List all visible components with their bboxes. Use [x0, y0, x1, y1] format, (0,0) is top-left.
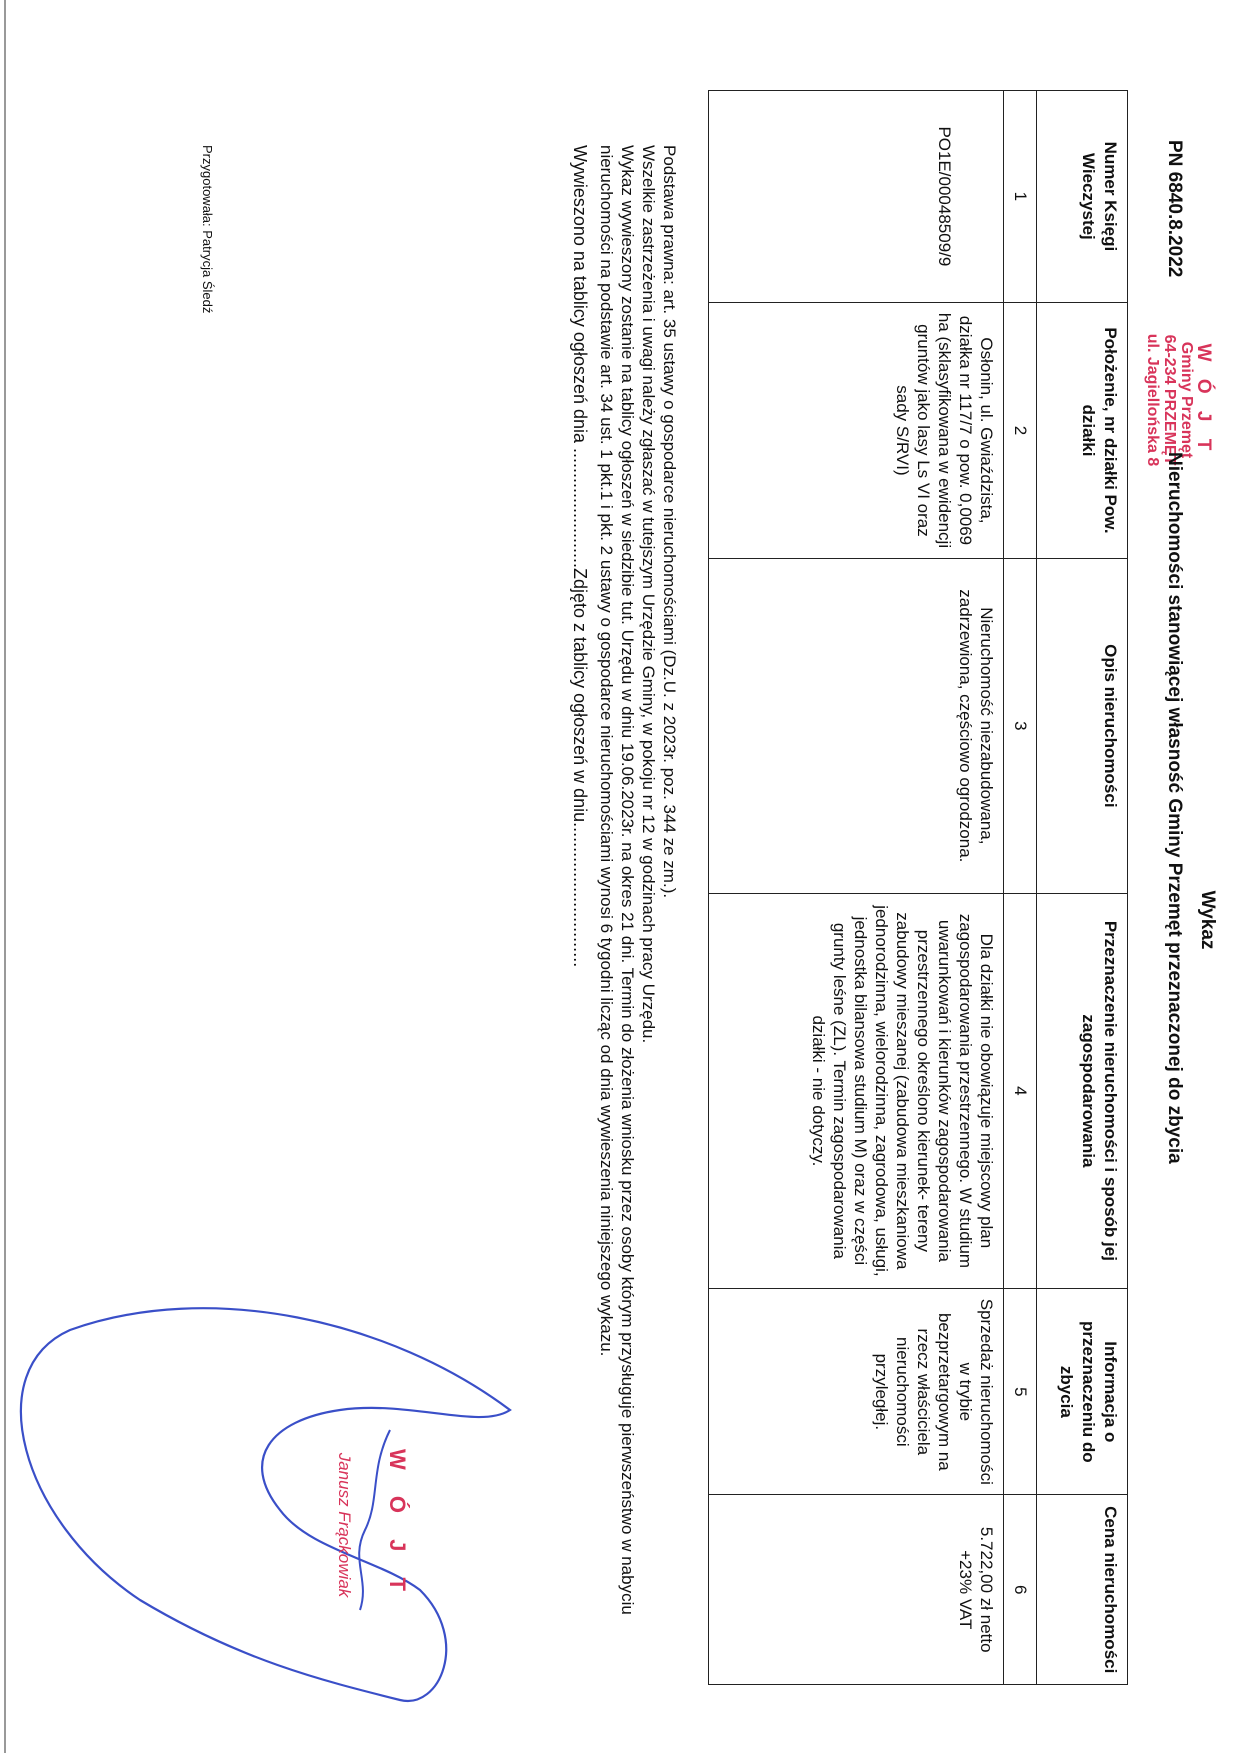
legal-notes	[596, 145, 680, 1705]
scan-edge	[4, 0, 6, 1753]
column-number: 2	[1004, 302, 1037, 558]
column-number: 1	[1004, 91, 1037, 303]
stamp-title: W Ó J T	[385, 1449, 410, 1601]
stamp-line: ul. Jagiellońska 8	[1144, 333, 1161, 467]
land-register-number: PO1E/00048509/9	[709, 91, 1004, 303]
plot-location: Osłonin, ul. Gwiaździsta, działka nr 117/7 o pow. 0,0069 ha (sklasyfikowana w ewidencji gruntów jako lasy Ls VI oraz sady S/RVI)	[709, 302, 1004, 558]
column-header: Cena nieruchomości	[1037, 1495, 1128, 1685]
column-number: 5	[1004, 1289, 1037, 1495]
stamp-line: 64-234 PRZEMĘT	[1161, 334, 1178, 466]
column-header: Informacja o przeznaczeniu do zbycia	[1037, 1289, 1128, 1495]
stamp-title: W Ó J T	[1193, 343, 1214, 457]
property-table	[708, 90, 1128, 1685]
column-number: 3	[1004, 559, 1037, 893]
column-header: Położenie, nr działki Pow. działki	[1037, 302, 1128, 558]
column-header: Przeznaczenie nieruchomości i sposób jej zagospodarowania	[1037, 893, 1128, 1289]
property-description: Nieruchomość niezabudowana, zadrzewiona, częściowo ogrodzona.	[709, 559, 1004, 893]
legal-basis: Podstawa prawna: art. 35 ustawy o gospodarce nieruchomościami (Dz.U. z 2023r. poz. 344 ze zm.).	[660, 145, 679, 899]
table-header-row	[1037, 91, 1128, 1685]
document-header	[1120, 0, 1240, 1753]
document-title: Nieruchomości stanowiącej własność Gminy Przemęt przeznaczonej do zbycia	[1164, 452, 1185, 1164]
table-row	[709, 91, 1004, 1685]
case-number: PN 6840.8.2022	[1164, 140, 1185, 278]
stamp-name: Janusz Frąckowiak	[335, 1452, 354, 1598]
column-header: Numer Księgi Wieczystej	[1037, 91, 1128, 303]
column-header: Opis nieruchomości	[1037, 559, 1128, 893]
column-number: 6	[1004, 1495, 1037, 1685]
document-heading: Wykaz	[1197, 890, 1218, 950]
wojt-signature-stamp	[250, 1425, 410, 1625]
column-number-row	[1004, 91, 1037, 1685]
property-price: 5.722,00 zł netto +23% VAT	[709, 1495, 1004, 1685]
prepared-by: Przygotowała: Patrycja Śledź	[200, 145, 215, 314]
posting-notice: Wykaz wywieszony zostanie na tablicy ogłoszeń w siedzibie tut. Urzędu w dniu 19.06.2023r. na okres 21 dni. Termin do złożenia wniosku przez osoby którym przysługuje pierwszeństwo w nabyciu nieruchomości na podstawie art. 34 ust. 1 pkt.1 i pkt. 2 ustawy o gospodarce nieruchomościami wynosi 6 tygodni licząc od dnia wywieszenia niniejszego wykazu.	[597, 145, 637, 1615]
column-number: 4	[1004, 893, 1037, 1289]
posting-dates: Wywieszono na tablicy ogłoszeń dnia ........................Zdjęto z tablicy ogłoszeń w dniu.............................	[570, 145, 590, 968]
sale-information: Sprzedaż nieruchomości w trybie bezprzetargowym na rzecz właściciela nieruchomości przyległej.	[709, 1289, 1004, 1495]
stamp-line: Gminy Przemęt	[1178, 341, 1195, 459]
property-purpose: Dla działki nie obowiązuje miejscowy plan zagospodarowania przestrzennego. W studium uwarunkowań i kierunków zagospodarowania przestrzennego określono kierunek- tereny zabudowy mieszanej (zabudowa mieszkaniowa jednorodzinna, wielorodzinna, zagrodowa, usługi, jednostka bilansowa studium M) oraz w części grunty leśne (ZL). Termin zagospodarowania działki - nie dotyczy.	[709, 893, 1004, 1289]
objections-note: Wszelkie zastrzeżenia i uwagi należy zgłaszać w tutejszym Urzędzie Gminy, w pokoju nr 12 w godzinach pracy Urzędu.	[639, 145, 658, 1044]
